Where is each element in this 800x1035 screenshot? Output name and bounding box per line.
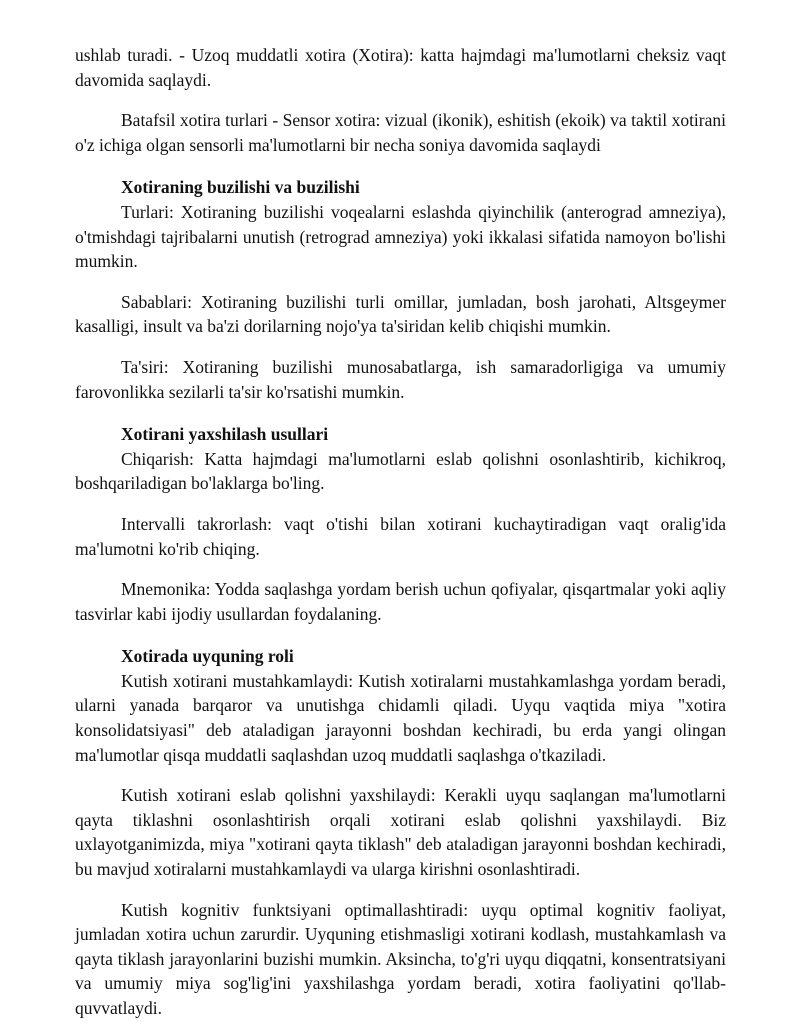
section1-paragraph-2: Sabablari: Xotiraning buzilishi turli omillar, jumladan, bosh jarohati, Altsgeymer kasalligi, insult va ba'zi dorilarning nojo'ya ta'siridan kelib chiqishi mumkin. [75, 291, 726, 337]
section2-paragraph-1: Chiqarish: Katta hajmdagi ma'lumotlarni eslab qolishni osonlashtirib, kichikroq, boshqariladigan bo'laklarga bo'ling. [75, 448, 726, 494]
section3-paragraph-2: Kutish xotirani eslab qolishni yaxshilaydi: Kerakli uyqu saqlangan ma'lumotlarni qayta tiklashni osonlashtirish orqali xotirani eslab qolishni yaxshilaydi. Biz uxlayotganimizda, miya "xotirani qayta tiklash" deb ataladigan jarayonni boshdan kechiradi, bu mavjud xotiralarni mustahkamlaydi va ularga kirishni osonlashtiradi. [75, 785, 726, 880]
section-heading-sleep-role: Xotirada uyquning roli [121, 646, 294, 667]
section2-paragraph-3: Mnemonika: Yodda saqlashga yordam berish uchun qofiyalar, qisqartmalar yoki aqliy tasvirlar kabi ijodiy usullardan foydalaning. [75, 579, 726, 624]
section2-paragraph-2: Intervalli takrorlash: vaqt o'tishi bilan xotirani kuchaytiradigan vaqt oralig'ida ma'lumotni ko'rib chiqing. [75, 513, 726, 559]
intro-paragraph-1: ushlab turadi. - Uzoq muddatli xotira (Xotira): katta hajmdagi ma'lumotlarni cheksiz vaqt davomida saqlaydi. [75, 45, 726, 90]
intro-paragraph-2: Batafsil xotira turlari - Sensor xotira: vizual (ikonik), eshitish (ekoik) va taktil xotirani o'z ichiga olgan sensorli ma'lumotlarni bir necha soniya davomida saqlaydi [75, 110, 726, 155]
section-heading-memory-disorders: Xotiraning buzilishi va buzilishi [121, 177, 360, 198]
document-page [75, 43, 726, 1021]
section1-paragraph-1: Turlari: Xotiraning buzilishi voqealarni eslashda qiyinchilik (anterograd amneziya), o'tmishdagi tajribalarni unutish (retrograd amneziya) yoki ikkalasi sifatida namoyon bo'lishi mumkin. [75, 201, 726, 272]
section3-paragraph-1: Kutish xotirani mustahkamlaydi: Kutish xotiralarni mustahkamlashga yordam beradi, ularni yanada barqaror va unutishga chidamli qiladi. Uyqu vaqtida miya "xotira konsolidatsiyasi" deb ataladigan jarayonni boshdan kechiradi, bu erda yangi olingan ma'lumotlar qisqa muddatli saqlashdan uzoq muddatli saqlashga o'tkaziladi. [75, 670, 726, 765]
section-heading-memory-improvement: Xotirani yaxshilash usullari [121, 424, 329, 445]
section1-paragraph-3: Ta'siri: Xotiraning buzilishi munosabatlarga, ish samaradorligiga va umumiy farovonlikka sezilarli ta'sir ko'rsatishi mumkin. [75, 356, 726, 402]
section3-paragraph-3: Kutish kognitiv funktsiyani optimallashtiradi: uyqu optimal kognitiv faoliyat, jumladan xotira uchun zarurdir. Uyquning etishmasligi xotirani kodlash, mustahkamlash va qayta tiklash jarayonlarini buzishi mumkin. Aksincha, to'g'ri uyqu diqqatni, konsentratsiyani va umumiy miya sog'lig'ini yaxshilashga yordam beradi, xotira faoliyatini qo'llab-quvvatlaydi. [75, 899, 726, 1018]
